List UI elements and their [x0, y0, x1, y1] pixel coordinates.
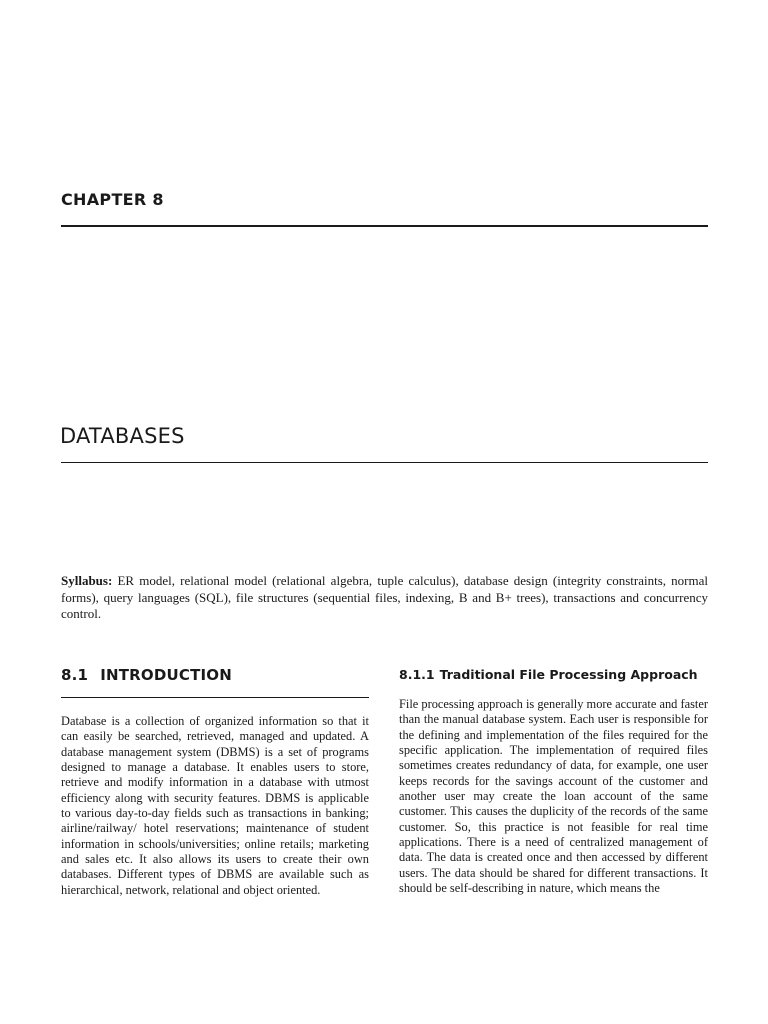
subsection-number: 8.1.1 [399, 667, 435, 682]
syllabus-text: ER model, relational model (relational algebra, tuple calculus), database design (integrity constraints, normal forms), query languages (SQL), file structures (sequential files, indexing, B and B+ trees), transactions and concurrency control. [61, 573, 708, 621]
right-column [399, 664, 708, 896]
chapter-label: CHAPTER 8 [61, 190, 164, 209]
section-heading [61, 664, 369, 686]
title-rule [61, 462, 708, 463]
left-column [61, 664, 369, 898]
section-title: INTRODUCTION [100, 666, 233, 684]
section-paragraph: Database is a collection of organized information so that it can easily be searched, retrieved, managed and updated. A database management system (DBMS) is a set of programs designed to manage a database. It enables users to store, retrieve and modify information in a database with utmost efficiency along with security features. DBMS is applicable to various day-to-day fields such as transactions in banking; airline/railway/ hotel reservations; maintenance of student information in schools/universities; online retails; marketing and sales etc. It also allows its users to create their own databases. Different types of DBMS are available such as hierarchical, network, relational and object oriented. [61, 714, 369, 897]
section-number: 8.1 [61, 666, 89, 684]
subsection-title: Traditional File Processing Approach [439, 667, 698, 682]
syllabus-block [61, 573, 708, 623]
chapter-rule [61, 225, 708, 227]
subsection-heading [399, 664, 708, 686]
section-rule [61, 697, 369, 698]
syllabus-label: Syllabus: [61, 573, 113, 588]
chapter-title: DATABASES [60, 424, 185, 448]
subsection-paragraph: File processing approach is generally more accurate and faster than the manual database system. Each user is responsible for the defining and implementation of the files required for the specific application. The implementation of required files sometimes creates redundancy of data, for example, one user keeps records for the savings account of the customer and another user may create the loan account of the same customer. This causes the duplicity of the records of the same customer. So, this practice is not feasible for real time applications. There is a need of centralized management of data. The data is created once and then accessed by different users. The data should be shared for different transactions. It should be self-describing in nature, which means the [399, 697, 708, 896]
